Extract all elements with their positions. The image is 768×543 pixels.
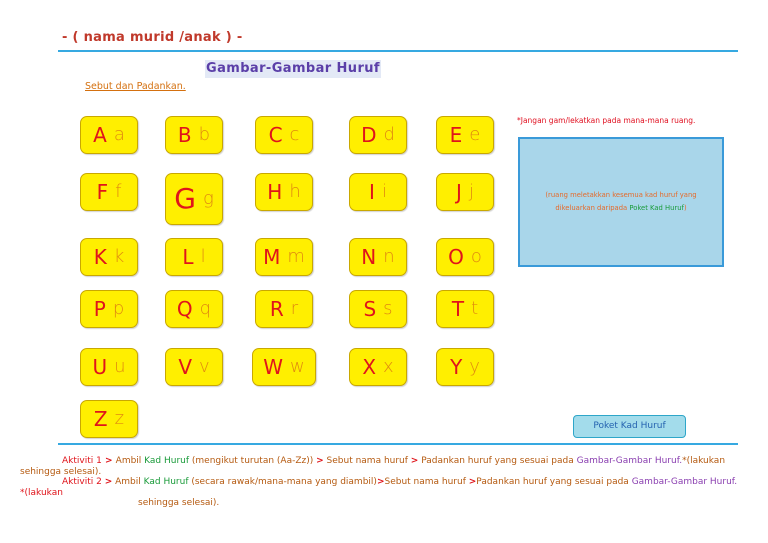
letter-card-o[interactable] [436,238,494,276]
letter-card-b[interactable] [165,116,223,154]
uppercase-letter: C [268,123,283,147]
letter-card-a[interactable] [80,116,138,154]
letter-card-h[interactable] [255,173,313,211]
uppercase-letter: H [267,180,283,204]
letter-card-l[interactable] [165,238,223,276]
letter-card-n[interactable] [349,238,407,276]
uppercase-letter: L [182,245,194,269]
instruction-text: Sebut dan Padankan. [85,81,186,92]
lowercase-letter: n [383,246,395,267]
letter-card-p[interactable] [80,290,138,328]
lowercase-letter: u [114,356,126,377]
activity-2: Aktiviti 2 > Ambil Kad Huruf (secara rawak/mana-mana yang diambil)>Sebut nama huruf >Padankan huruf yang sesuai pada Gambar-Gambar Huruf. *(lakukan sehingga selesai). [20,477,738,508]
uppercase-letter: G [174,182,196,215]
lowercase-letter: m [287,246,305,267]
uppercase-letter: Q [176,297,193,321]
letter-card-s[interactable] [349,290,407,328]
lowercase-letter: i [381,181,387,202]
letter-card-t[interactable] [436,290,494,328]
lowercase-letter: q [199,298,212,319]
letter-card-q[interactable] [165,290,223,328]
lowercase-letter: h [289,181,301,202]
lowercase-letter: w [290,356,305,377]
warning-note: *Jangan gam/lekatkan pada mana-mana ruang. [517,116,696,125]
uppercase-letter: M [263,245,281,269]
lowercase-letter: j [468,181,474,202]
lowercase-letter: c [289,124,300,145]
letter-card-v[interactable] [165,348,223,386]
uppercase-letter: W [263,355,284,379]
lowercase-letter: d [383,124,395,145]
uppercase-letter: Z [93,407,108,431]
uppercase-letter: J [456,180,462,204]
lowercase-letter: y [469,356,480,377]
letter-card-m[interactable] [255,238,313,276]
top-divider [58,50,738,52]
letter-card-r[interactable] [255,290,313,328]
uppercase-letter: X [362,355,377,379]
lowercase-letter: o [470,246,482,267]
uppercase-letter: N [361,245,377,269]
letter-card-f[interactable] [80,173,138,211]
lowercase-letter: v [199,356,210,377]
uppercase-letter: U [92,355,108,379]
lowercase-letter: k [113,246,125,267]
uppercase-letter: Y [450,355,463,379]
uppercase-letter: F [96,180,109,204]
lowercase-letter: r [290,298,299,319]
activity-1: Aktiviti 1 > Ambil Kad Huruf (mengikut turutan (Aa-Zz)) > Sebut nama huruf > Padankan huruf yang sesuai pada Gambar-Gambar Huruf.*(lakukan sehingga selesai). [20,456,726,477]
lowercase-letter: l [200,246,206,267]
letter-card-y[interactable] [436,348,494,386]
lowercase-letter: f [115,181,122,202]
card-drop-zone[interactable] [518,137,724,267]
uppercase-letter: B [177,123,192,147]
lowercase-letter: p [112,298,125,319]
letter-card-i[interactable] [349,173,407,211]
lowercase-letter: b [198,124,211,145]
activity-instructions [20,456,740,509]
uppercase-letter: K [93,245,107,269]
letter-card-u[interactable] [80,348,138,386]
letter-card-c[interactable] [255,116,313,154]
bottom-divider [58,443,738,445]
uppercase-letter: R [269,297,284,321]
lowercase-letter: a [113,124,125,145]
lowercase-letter: g [202,188,214,209]
uppercase-letter: O [448,245,464,269]
uppercase-letter: V [178,355,193,379]
lowercase-letter: x [383,356,394,377]
student-name-header: - ( nama murid /anak ) - [62,30,243,45]
uppercase-letter: S [363,297,377,321]
uppercase-letter: D [361,123,377,147]
lowercase-letter: t [471,298,479,319]
uppercase-letter: I [369,180,375,204]
letter-card-x[interactable] [349,348,407,386]
uppercase-letter: A [93,123,107,147]
letter-card-j[interactable] [436,173,494,211]
uppercase-letter: T [451,297,465,321]
lowercase-letter: s [383,298,393,319]
letter-card-d[interactable] [349,116,407,154]
letter-card-e[interactable] [436,116,494,154]
letter-card-g[interactable] [165,173,223,225]
letter-card-w[interactable] [252,348,316,386]
drop-zone-text: (ruang meletakkan kesemua kad huruf yang dikeluarkan daripada Poket Kad Huruf) [545,191,697,212]
uppercase-letter: E [449,123,463,147]
lowercase-letter: z [114,408,125,429]
page-title: Gambar-Gambar Huruf [206,61,380,76]
letter-card-z[interactable] [80,400,138,438]
lowercase-letter: e [469,124,481,145]
letter-card-k[interactable] [80,238,138,276]
poket-kad-huruf-button[interactable]: Poket Kad Huruf [573,415,686,438]
uppercase-letter: P [93,297,106,321]
